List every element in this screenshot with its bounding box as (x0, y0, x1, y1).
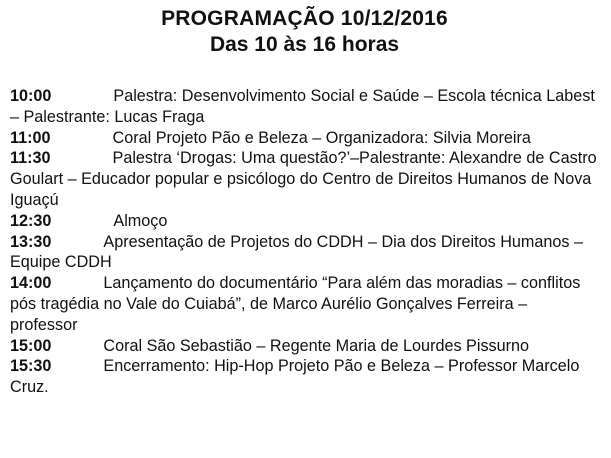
entry-time: 15:30 (10, 357, 52, 376)
entry-time: 15:00 (10, 336, 52, 355)
entry-time: 12:30 (10, 211, 52, 230)
entry-text: Lançamento do documentário “Para além das moradias – conflitos pós tragédia no Vale do Cuiabá”, de Marco Aurélio Gonçalves Ferreira – professor (10, 274, 581, 334)
entry-time: 10:00 (10, 87, 52, 105)
entry-time: 13:30 (10, 232, 52, 251)
entry-time: 14:00 (10, 274, 52, 293)
schedule-entry (10, 273, 599, 335)
page-subtitle: Das 10 às 16 horas (209, 33, 400, 56)
entry-text: Palestra: Desenvolvimento Social e Saúde – Escola técnica Labest – Palestrante: Lucas Fraga (10, 87, 595, 126)
schedule-entry (10, 128, 599, 149)
schedule-entry (10, 211, 599, 232)
entry-text: Coral Projeto Pão e Beleza – Organizadora: Silvia Moreira (112, 128, 531, 147)
schedule-entry (10, 336, 599, 357)
entry-text: Coral São Sebastião – Regente Maria de Lourdes Pissurno (103, 336, 530, 355)
entry-text: Palestra ‘Drogas: Uma questão?’–Palestrante: Alexandre de Castro Goulart – Educador popular e psicólogo do Centro de Direitos Humanos de Nova Iguaçú (10, 149, 597, 209)
entry-text: Apresentação de Projetos do CDDH – Dia dos Direitos Humanos – Equipe CDDH (10, 232, 583, 272)
schedule-entry (10, 232, 599, 274)
schedule-list (10, 86, 599, 398)
page-title: PROGRAMAÇÃO 10/12/2016 (161, 7, 448, 30)
entry-text: Encerramento: Hip-Hop Projeto Pão e Beleza – Professor Marcelo Cruz. (10, 357, 580, 397)
entry-time: 11:30 (10, 149, 51, 168)
entry-text: Almoço (113, 211, 168, 230)
schedule-entry (10, 148, 599, 210)
schedule-entry (10, 356, 599, 398)
schedule-entry (10, 86, 599, 128)
entry-time: 11:00 (10, 128, 51, 147)
